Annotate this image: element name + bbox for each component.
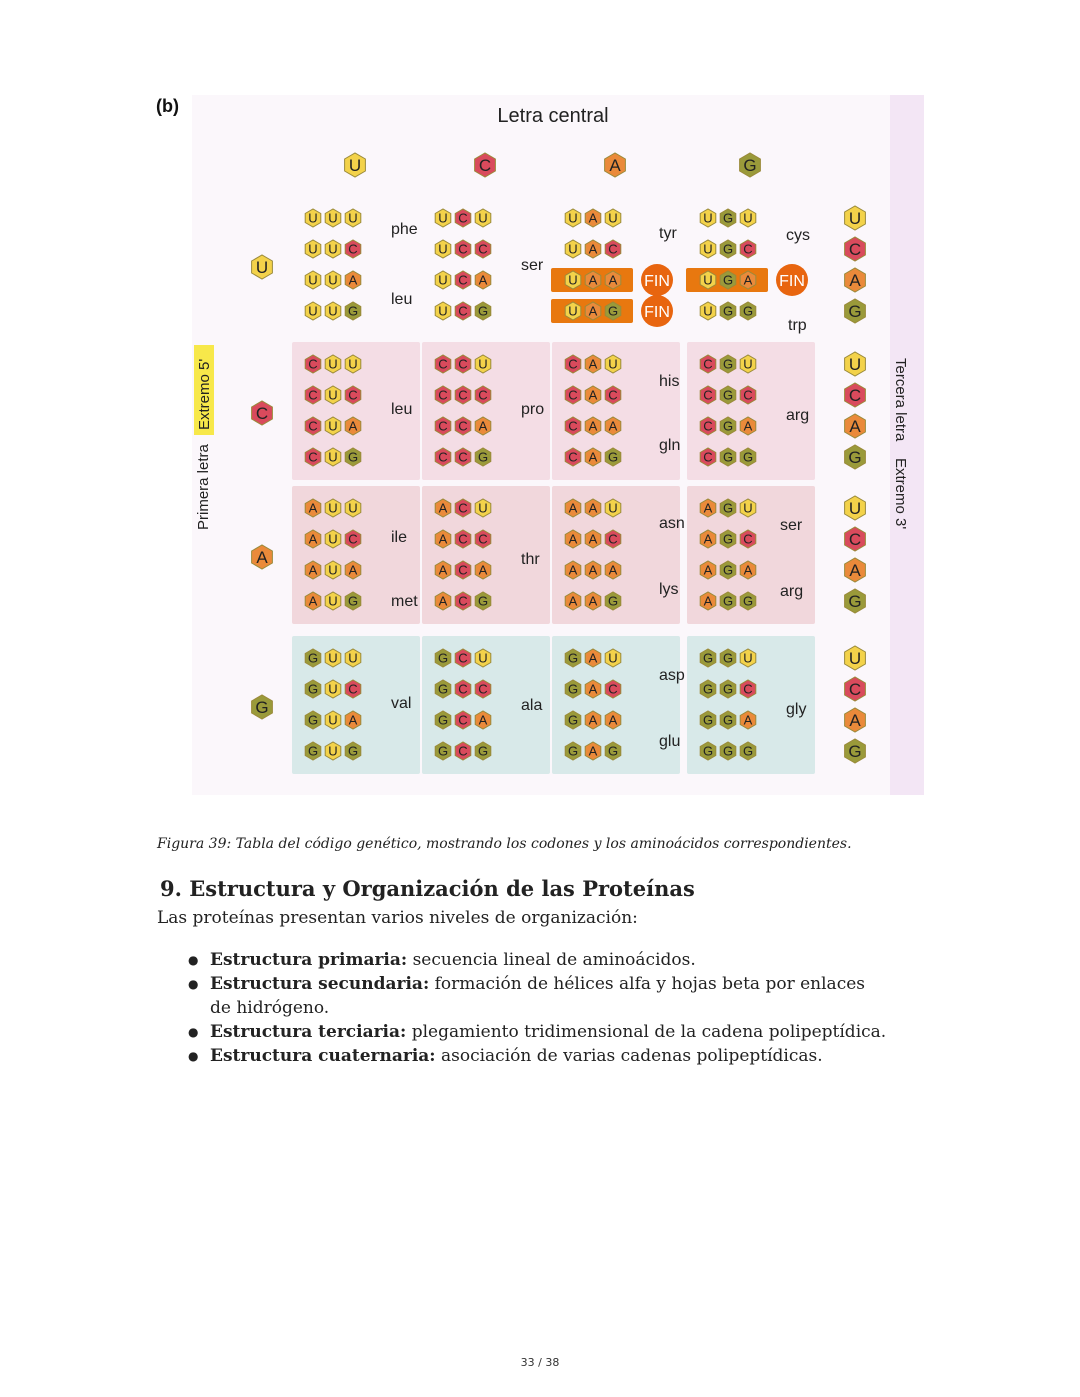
third-letter-CA-letter: A <box>849 417 861 436</box>
codon-CGA-1-letter: C <box>703 418 713 434</box>
codon-ACC-1-letter: A <box>438 531 448 547</box>
third-letter-GC-letter: C <box>848 680 862 699</box>
amino-acid-label: asp <box>659 667 685 684</box>
third-letter-UA-letter: A <box>849 271 861 290</box>
codon-CUA-2-letter: U <box>328 418 338 434</box>
codon-UCA-2-letter: C <box>458 272 468 288</box>
codon-CCU-2-letter: C <box>458 356 468 372</box>
codon-GCC-2-letter: C <box>458 681 468 697</box>
third-letter-GG-letter: G <box>848 742 862 761</box>
codon-AAA-1-letter: A <box>568 562 578 578</box>
amino-acid-label: gln <box>659 437 681 454</box>
codon-AUC-3-letter: C <box>348 531 358 547</box>
item-term: Estructura cuaternaria: <box>210 1046 436 1066</box>
codon-CCG-1-letter: C <box>438 449 448 465</box>
codon-UUA-3-letter: A <box>348 272 358 288</box>
codon-UCC-3-letter: C <box>478 241 488 257</box>
amino-acid-label: arg <box>786 407 810 424</box>
codon-AAC-2-letter: A <box>588 531 598 547</box>
list-item <box>188 972 888 1020</box>
genetic-code-figure <box>150 90 930 800</box>
codon-UUA-2-letter: U <box>328 272 338 288</box>
codon-UGA-2-letter: G <box>722 272 734 288</box>
codon-AGC-3-letter: C <box>743 531 753 547</box>
codon-GGG-3-letter: G <box>742 743 754 759</box>
codon-GAU-3-letter: U <box>608 650 618 666</box>
codon-CCA-3-letter: A <box>478 418 488 434</box>
codon-UGU-3-letter: U <box>743 210 753 226</box>
codon-CUC-3-letter: C <box>348 387 358 403</box>
codon-AAA-2-letter: A <box>588 562 598 578</box>
codon-AUG-1-letter: A <box>308 593 318 609</box>
codon-AGU-1-letter: A <box>703 500 713 516</box>
codon-CAA-1-letter: C <box>568 418 578 434</box>
codon-GAC-2-letter: A <box>588 681 598 697</box>
codon-CGC-2-letter: G <box>722 387 734 403</box>
central-letter-C-letter: C <box>478 156 492 175</box>
codon-UAU-3-letter: U <box>608 210 618 226</box>
codon-AUU-2-letter: U <box>328 500 338 516</box>
codon-UUC-2-letter: U <box>328 241 338 257</box>
codon-GGA-1-letter: G <box>702 712 714 728</box>
first-letter-A-letter: A <box>256 548 268 567</box>
codon-CUG-2-letter: U <box>328 449 338 465</box>
codon-GAG-3-letter: G <box>607 743 619 759</box>
codon-AAC-1-letter: A <box>568 531 578 547</box>
amino-acid-label: ser <box>780 517 803 534</box>
codon-GUC-2-letter: U <box>328 681 338 697</box>
codon-CGA-3-letter: A <box>743 418 753 434</box>
codon-CUA-3-letter: A <box>348 418 358 434</box>
codon-UGA-1-letter: U <box>703 272 713 288</box>
codon-GAU-1-letter: G <box>567 650 579 666</box>
codon-UUU-2-letter: U <box>328 210 338 226</box>
codon-AGA-3-letter: A <box>743 562 753 578</box>
stop-badge-text: FIN <box>644 273 670 290</box>
codon-AUA-3-letter: A <box>348 562 358 578</box>
codon-CCU-1-letter: C <box>438 356 448 372</box>
codon-GCU-3-letter: U <box>478 650 488 666</box>
item-desc: secuencia lineal de aminoácidos. <box>407 950 696 970</box>
amino-acid-label: glu <box>659 733 681 750</box>
codon-GGC-3-letter: C <box>743 681 753 697</box>
codon-AGG-3-letter: G <box>742 593 754 609</box>
codon-GGC-2-letter: G <box>722 681 734 697</box>
codon-GAU-2-letter: A <box>588 650 598 666</box>
codon-CUC-2-letter: U <box>328 387 338 403</box>
codon-CUU-2-letter: U <box>328 356 338 372</box>
codon-GCG-2-letter: C <box>458 743 468 759</box>
stop-badge-text: FIN <box>644 304 670 321</box>
codon-AGU-3-letter: U <box>743 500 753 516</box>
codon-CCG-3-letter: G <box>477 449 489 465</box>
codon-UUG-3-letter: G <box>347 303 359 319</box>
codon-UCU-2-letter: C <box>458 210 468 226</box>
list-item <box>188 1020 888 1044</box>
codon-AUA-1-letter: A <box>308 562 318 578</box>
codon-AUA-2-letter: U <box>328 562 338 578</box>
third-letter-AG-letter: G <box>848 592 862 611</box>
codon-AGU-2-letter: G <box>722 500 734 516</box>
codon-GUU-1-letter: G <box>307 650 319 666</box>
codon-CGU-1-letter: C <box>703 356 713 372</box>
codon-ACU-2-letter: C <box>458 500 468 516</box>
stop-badge-text: FIN <box>779 273 805 290</box>
codon-UGA-3-letter: A <box>743 272 753 288</box>
codon-CCA-2-letter: C <box>458 418 468 434</box>
codon-AAA-3-letter: A <box>608 562 618 578</box>
codon-CAA-3-letter: A <box>608 418 618 434</box>
amino-acid-label: tyr <box>659 225 677 242</box>
codon-AGA-2-letter: G <box>722 562 734 578</box>
right-subtitle: Extremo 3' <box>892 458 909 530</box>
codon-CAC-2-letter: A <box>588 387 598 403</box>
codon-CUU-3-letter: U <box>348 356 358 372</box>
protein-structure-list <box>188 948 888 1068</box>
genetic-code-table <box>150 90 930 800</box>
codon-UCA-3-letter: A <box>478 272 488 288</box>
codon-AAG-3-letter: G <box>607 593 619 609</box>
amino-acid-label: ile <box>391 529 408 546</box>
codon-GCC-3-letter: C <box>478 681 488 697</box>
codon-CUG-3-letter: G <box>347 449 359 465</box>
codon-UUC-1-letter: U <box>308 241 318 257</box>
codon-UGG-3-letter: G <box>742 303 754 319</box>
amino-acid-label: his <box>659 373 680 390</box>
codon-GUU-2-letter: U <box>328 650 338 666</box>
third-letter-GU-letter: U <box>848 649 862 668</box>
codon-GUA-2-letter: U <box>328 712 338 728</box>
codon-CAU-3-letter: U <box>608 356 618 372</box>
codon-CUC-1-letter: C <box>308 387 318 403</box>
codon-CGG-1-letter: C <box>703 449 713 465</box>
codon-CUU-1-letter: C <box>308 356 318 372</box>
list-item <box>188 1044 888 1068</box>
codon-UUG-2-letter: U <box>328 303 338 319</box>
codon-UUU-1-letter: U <box>308 210 318 226</box>
figure-caption: Figura 39: Tabla del código genético, mostrando los codones y los aminoácidos correspondientes. <box>157 836 852 852</box>
codon-CAU-1-letter: C <box>568 356 578 372</box>
codon-CCC-2-letter: C <box>458 387 468 403</box>
codon-GGU-2-letter: G <box>722 650 734 666</box>
codon-GCA-3-letter: A <box>478 712 488 728</box>
codon-UCG-3-letter: G <box>477 303 489 319</box>
codon-AGG-2-letter: G <box>722 593 734 609</box>
item-term: Estructura secundaria: <box>210 974 430 994</box>
third-letter-UG-letter: G <box>848 302 862 321</box>
codon-UGC-3-letter: C <box>743 241 753 257</box>
codon-GGC-1-letter: G <box>702 681 714 697</box>
codon-CAA-2-letter: A <box>588 418 598 434</box>
codon-CGC-1-letter: C <box>703 387 713 403</box>
codon-GUG-2-letter: U <box>328 743 338 759</box>
codon-GAA-1-letter: G <box>567 712 579 728</box>
codon-UAA-3-letter: A <box>608 272 618 288</box>
amino-acid-label: leu <box>391 401 413 418</box>
third-letter-AC-letter: C <box>848 530 862 549</box>
codon-UCG-2-letter: C <box>458 303 468 319</box>
list-item <box>188 948 888 972</box>
codon-GUC-3-letter: C <box>348 681 358 697</box>
codon-AGG-1-letter: A <box>703 593 713 609</box>
codon-GUA-1-letter: G <box>307 712 319 728</box>
codon-UGU-1-letter: U <box>703 210 713 226</box>
codon-UAA-2-letter: A <box>588 272 598 288</box>
codon-CGU-2-letter: G <box>722 356 734 372</box>
codon-AGC-2-letter: G <box>722 531 734 547</box>
codon-UAC-1-letter: U <box>568 241 578 257</box>
third-letter-AA-letter: A <box>849 561 861 580</box>
codon-GAG-1-letter: G <box>567 743 579 759</box>
codon-UAA-1-letter: U <box>568 272 578 288</box>
codon-UAU-1-letter: U <box>568 210 578 226</box>
codon-GGA-3-letter: A <box>743 712 753 728</box>
left-title: Primera letra <box>195 444 212 530</box>
codon-AAU-2-letter: A <box>588 500 598 516</box>
codon-CGG-3-letter: G <box>742 449 754 465</box>
amino-acid-label: lys <box>659 581 679 598</box>
amino-acid-label: gly <box>786 701 807 718</box>
codon-GCU-1-letter: G <box>437 650 449 666</box>
codon-CAG-1-letter: C <box>568 449 578 465</box>
codon-UUA-1-letter: U <box>308 272 318 288</box>
central-letter-A-letter: A <box>609 156 621 175</box>
third-letter-UU-letter: U <box>848 209 862 228</box>
amino-acid-label: val <box>391 695 412 712</box>
first-letter-U-letter: U <box>255 258 269 277</box>
codon-ACU-1-letter: A <box>438 500 448 516</box>
codon-AUG-2-letter: U <box>328 593 338 609</box>
amino-acid-label: cys <box>786 227 810 244</box>
codon-UCA-1-letter: U <box>438 272 448 288</box>
codon-GUA-3-letter: A <box>348 712 358 728</box>
codon-UCU-3-letter: U <box>478 210 488 226</box>
amino-acid-label: thr <box>521 551 540 568</box>
codon-AAG-2-letter: A <box>588 593 598 609</box>
first-letter-G-letter: G <box>255 698 269 717</box>
codon-GGU-1-letter: G <box>702 650 714 666</box>
amino-acid-label: trp <box>788 317 807 334</box>
codon-CUG-1-letter: C <box>308 449 318 465</box>
third-letter-AU-letter: U <box>848 499 862 518</box>
codon-GAC-1-letter: G <box>567 681 579 697</box>
codon-ACU-3-letter: U <box>478 500 488 516</box>
central-letter-G-letter: G <box>743 156 757 175</box>
codon-GGA-2-letter: G <box>722 712 734 728</box>
codon-CCC-3-letter: C <box>478 387 488 403</box>
codon-CUA-1-letter: C <box>308 418 318 434</box>
amino-acid-label: pro <box>521 401 545 418</box>
codon-ACA-3-letter: A <box>478 562 488 578</box>
codon-CCA-1-letter: C <box>438 418 448 434</box>
codon-UAG-1-letter: U <box>568 303 578 319</box>
codon-CAC-1-letter: C <box>568 387 578 403</box>
codon-GUC-1-letter: G <box>307 681 319 697</box>
item-desc: asociación de varias cadenas polipeptídicas. <box>435 1046 823 1066</box>
codon-ACA-2-letter: C <box>458 562 468 578</box>
codon-GCG-3-letter: G <box>477 743 489 759</box>
codon-UCG-1-letter: U <box>438 303 448 319</box>
codon-AGA-1-letter: A <box>703 562 713 578</box>
codon-AUC-1-letter: A <box>308 531 318 547</box>
codon-GCA-1-letter: G <box>437 712 449 728</box>
central-letter-U-letter: U <box>348 156 362 175</box>
codon-UAC-3-letter: C <box>608 241 618 257</box>
amino-acid-label: met <box>391 593 418 610</box>
codon-UAC-2-letter: A <box>588 241 598 257</box>
codon-AAC-3-letter: C <box>608 531 618 547</box>
third-letter-CU-letter: U <box>848 355 862 374</box>
codon-UUU-3-letter: U <box>348 210 358 226</box>
codon-CCC-1-letter: C <box>438 387 448 403</box>
codon-GAC-3-letter: C <box>608 681 618 697</box>
amino-acid-label: phe <box>391 221 418 238</box>
codon-AAU-1-letter: A <box>568 500 578 516</box>
amino-acid-label: arg <box>780 583 804 600</box>
codon-UGC-2-letter: G <box>722 241 734 257</box>
codon-GAG-2-letter: A <box>588 743 598 759</box>
codon-AUU-3-letter: U <box>348 500 358 516</box>
codon-CCG-2-letter: C <box>458 449 468 465</box>
item-desc: formación de hélices alfa y hojas beta por enlaces de hidrógeno. <box>210 974 865 1018</box>
codon-CAG-3-letter: G <box>607 449 619 465</box>
codon-GGU-3-letter: U <box>743 650 753 666</box>
codon-AUC-2-letter: U <box>328 531 338 547</box>
codon-UGG-2-letter: G <box>722 303 734 319</box>
codon-CAU-2-letter: A <box>588 356 598 372</box>
codon-GGG-2-letter: G <box>722 743 734 759</box>
codon-UUG-1-letter: U <box>308 303 318 319</box>
codon-GCA-2-letter: C <box>458 712 468 728</box>
codon-UCC-1-letter: U <box>438 241 448 257</box>
section-intro: Las proteínas presentan varios niveles de organización: <box>157 908 638 928</box>
codon-UCU-1-letter: U <box>438 210 448 226</box>
top-title: Letra central <box>497 105 609 127</box>
codon-GAA-2-letter: A <box>588 712 598 728</box>
right-title: Tercera letra <box>892 358 909 442</box>
codon-AUG-3-letter: G <box>347 593 359 609</box>
item-desc: plegamiento tridimensional de la cadena polipeptídica. <box>406 1022 887 1042</box>
codon-CGA-2-letter: G <box>722 418 734 434</box>
codon-ACA-1-letter: A <box>438 562 448 578</box>
section-heading: 9. Estructura y Organización de las Proteínas <box>160 876 695 901</box>
left-subtitle: Extremo 5' <box>196 358 213 430</box>
codon-GCG-1-letter: G <box>437 743 449 759</box>
codon-CCU-3-letter: U <box>478 356 488 372</box>
codon-UAG-3-letter: G <box>607 303 619 319</box>
codon-AAU-3-letter: U <box>608 500 618 516</box>
codon-AGC-1-letter: A <box>703 531 713 547</box>
right-band <box>890 95 924 795</box>
third-letter-CC-letter: C <box>848 386 862 405</box>
codon-AAG-1-letter: A <box>568 593 578 609</box>
codon-GAA-3-letter: A <box>608 712 618 728</box>
codon-GGG-1-letter: G <box>702 743 714 759</box>
codon-UGG-1-letter: U <box>703 303 713 319</box>
codon-UUC-3-letter: C <box>348 241 358 257</box>
codon-GCU-2-letter: C <box>458 650 468 666</box>
codon-CGG-2-letter: G <box>722 449 734 465</box>
third-letter-GA-letter: A <box>849 711 861 730</box>
amino-acid-label: ala <box>521 697 543 714</box>
item-term: Estructura primaria: <box>210 950 408 970</box>
codon-ACC-2-letter: C <box>458 531 468 547</box>
codon-CAC-3-letter: C <box>608 387 618 403</box>
codon-UAU-2-letter: A <box>588 210 598 226</box>
amino-acid-label: asn <box>659 515 685 532</box>
codon-GUU-3-letter: U <box>348 650 358 666</box>
codon-ACG-1-letter: A <box>438 593 448 609</box>
page-number: 33 / 38 <box>520 1356 560 1369</box>
codon-GCC-1-letter: G <box>437 681 449 697</box>
codon-AUU-1-letter: A <box>308 500 318 516</box>
figure-label: (b) <box>156 96 179 116</box>
codon-CGU-3-letter: U <box>743 356 753 372</box>
codon-UAG-2-letter: A <box>588 303 598 319</box>
codon-GUG-1-letter: G <box>307 743 319 759</box>
codon-ACC-3-letter: C <box>478 531 488 547</box>
first-letter-C-letter: C <box>255 404 269 423</box>
codon-CGC-3-letter: C <box>743 387 753 403</box>
codon-ACG-3-letter: G <box>477 593 489 609</box>
third-letter-UC-letter: C <box>848 240 862 259</box>
codon-UGC-1-letter: U <box>703 241 713 257</box>
codon-ACG-2-letter: C <box>458 593 468 609</box>
amino-acid-label: ser <box>521 257 544 274</box>
codon-UCC-2-letter: C <box>458 241 468 257</box>
codon-UGU-2-letter: G <box>722 210 734 226</box>
amino-acid-label: leu <box>391 291 413 308</box>
third-letter-CG-letter: G <box>848 448 862 467</box>
item-term: Estructura terciaria: <box>210 1022 407 1042</box>
codon-GUG-3-letter: G <box>347 743 359 759</box>
codon-CAG-2-letter: A <box>588 449 598 465</box>
